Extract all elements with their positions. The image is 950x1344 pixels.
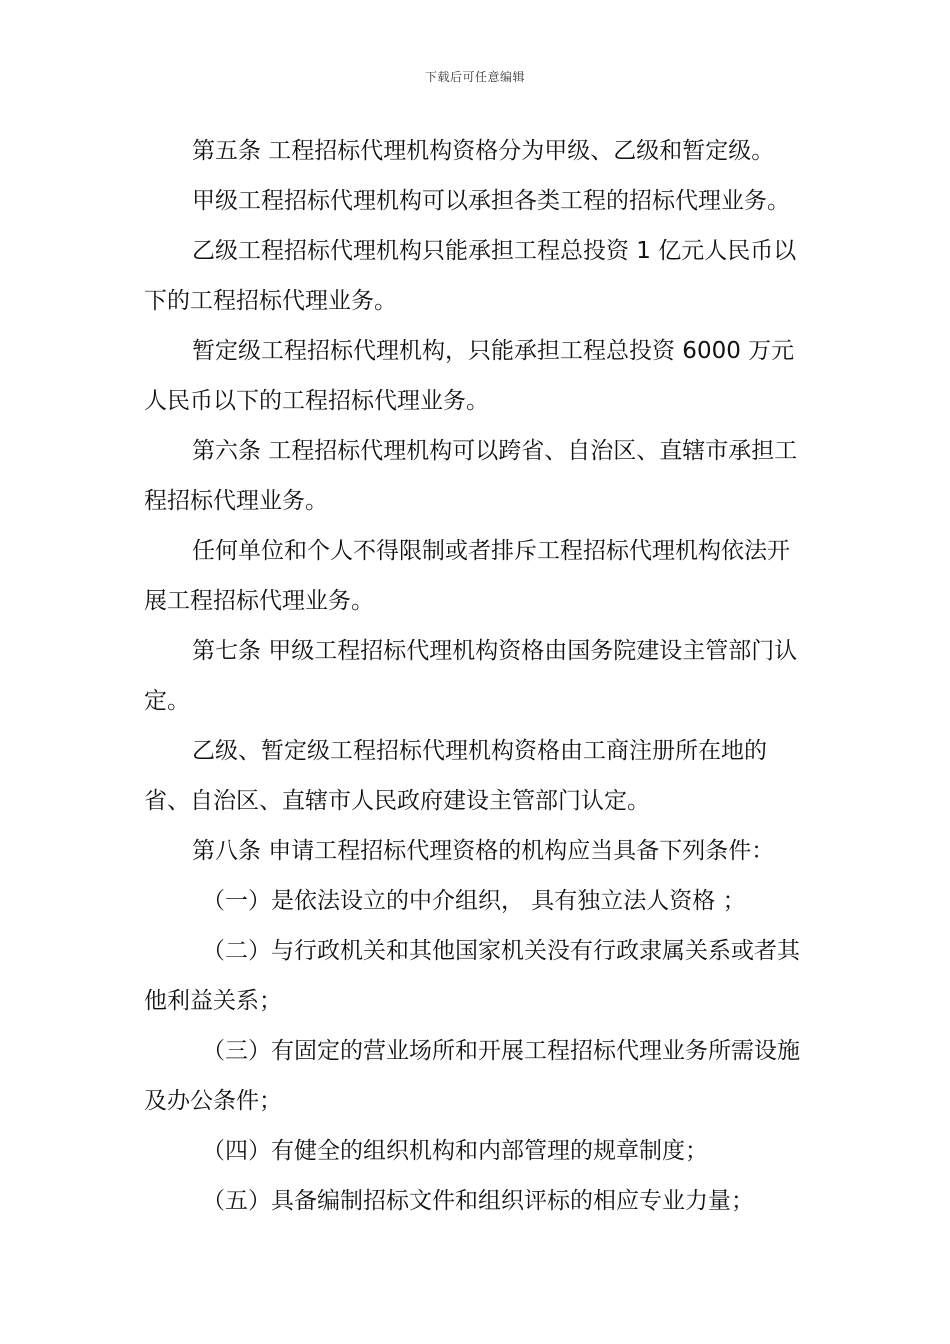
list-item: （一）是依法设立的中介组织， 具有独立法人资格 ；	[202, 888, 746, 914]
paragraph: 第五条 工程招标代理机构资格分为甲级、乙级和暂定级。	[192, 138, 775, 164]
paragraph: 任何单位和个人不得限制或者排斥工程招标代理机构依法开展工程招标代理业务。	[144, 538, 790, 614]
paragraph: 暂定级工程招标代理机构，只能承担工程总投资 6000 万元人民币以下的工程招标代理业务。	[144, 338, 795, 414]
paragraph: 甲级工程招标代理机构可以承担各类工程的招标代理业务。	[192, 188, 790, 214]
list-item: （四）有健全的组织机构和内部管理的规章制度；	[202, 1138, 708, 1164]
list-item: （五）具备编制招标文件和组织评标的相应专业力量；	[202, 1188, 754, 1214]
document-body	[144, 126, 804, 1226]
list-item: （二）与行政机关和其他国家机关没有行政隶属关系或者其他利益关系；	[144, 938, 800, 1014]
paragraph: 乙级工程招标代理机构只能承担工程总投资 1 亿元人民币以下的工程招标代理业务。	[144, 238, 797, 314]
page-header: 下载后可任意编辑	[424, 70, 525, 84]
paragraph: 第六条 工程招标代理机构可以跨省、自治区、直辖市承担工程招标代理业务。	[144, 438, 798, 514]
paragraph: 第八条 申请工程招标代理资格的机构应当具备下列条件：	[192, 838, 775, 864]
paragraph: 乙级、暂定级工程招标代理机构资格由工商注册所在地的省、自治区、直辖市人民政府建设主管部门认定。	[144, 738, 767, 814]
list-item: （三）有固定的营业场所和开展工程招标代理业务所需设施及办公条件；	[144, 1038, 800, 1114]
paragraph: 第七条 甲级工程招标代理机构资格由国务院建设主管部门认定。	[144, 638, 798, 714]
